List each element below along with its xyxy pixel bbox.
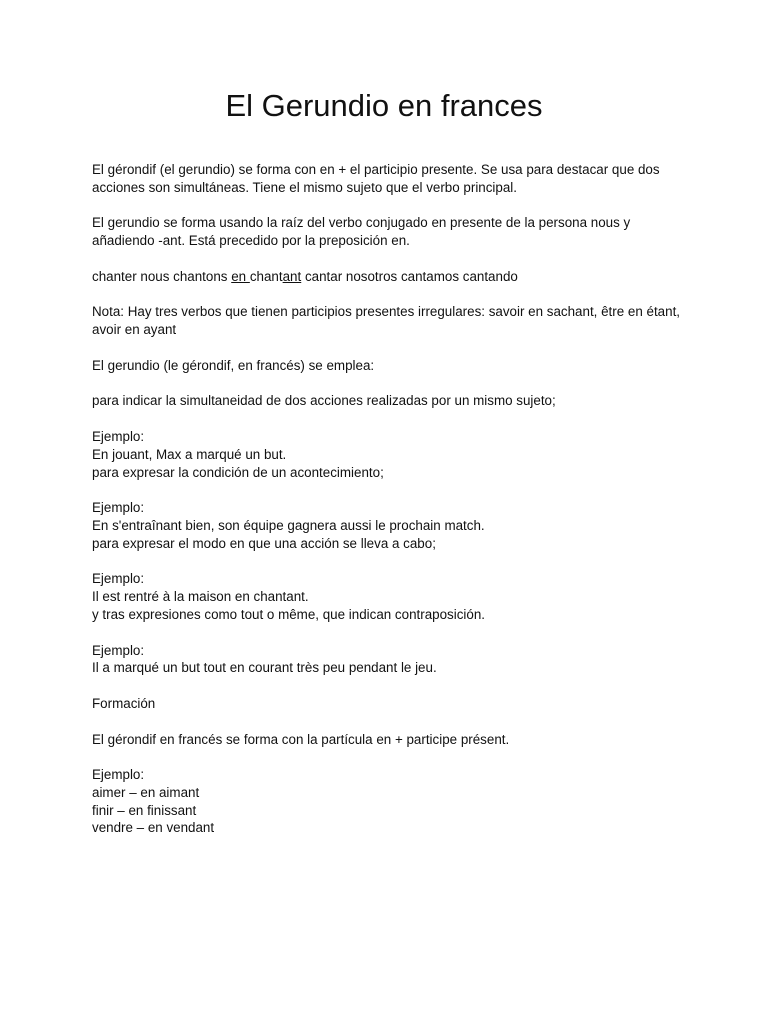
paragraph-irregular-note: Nota: Hay tres verbos que tienen participios presentes irregulares: savoir en sachant, être en étant, avoir en ayant [92, 304, 681, 338]
paragraph-intro: El gérondif (el gerundio) se forma con en + el participio presente. Se usa para destacar que dos acciones son simultáneas. Tiene el mismo sujeto que el verbo principal. [92, 162, 660, 195]
example-line: finir – en finissant [92, 802, 197, 818]
example-label: Ejemplo: [92, 767, 145, 783]
chanter-text-e: cantar nosotros cantamos cantando [301, 268, 518, 284]
chanter-text-a: chanter nous chantons [92, 268, 232, 284]
chanter-underlined-en: en [231, 268, 250, 284]
document-title: El Gerundio en frances [225, 88, 543, 123]
example-label: Ejemplo: [92, 500, 145, 516]
example-block-3 [92, 570, 682, 623]
paragraph-usage-intro: El gerundio (le gérondif, en francés) se emplea: [92, 357, 375, 373]
example-line: En s'entraînant bien, son équipe gagnera aussi le prochain match. [92, 517, 485, 533]
section-heading-formacion: Formación [92, 695, 156, 711]
chanter-text-c: chant [249, 268, 283, 284]
paragraph-chanter-example [92, 268, 682, 286]
example-line: Il a marqué un but tout en courant très peu pendant le jeu. [92, 660, 437, 676]
example-label: Ejemplo: [92, 428, 145, 444]
example-line: aimer – en aimant [92, 784, 200, 800]
example-line: y tras expresiones como tout o même, que indican contraposición. [92, 606, 485, 622]
example-label: Ejemplo: [92, 571, 145, 587]
example-block-4 [92, 642, 682, 678]
example-line: Il est rentré à la maison en chantant. [92, 589, 309, 605]
paragraph-simultaneity: para indicar la simultaneidad de dos acciones realizadas por un mismo sujeto; [92, 393, 556, 409]
example-line: para expresar la condición de un acontecimiento; [92, 464, 384, 480]
paragraph-gerondif-formation: El gérondif en francés se forma con la partícula en + participe présent. [92, 731, 510, 747]
example-block-2 [92, 499, 682, 552]
paragraph-formation-rule: El gerundio se forma usando la raíz del verbo conjugado en presente de la persona nous y añadiendo -ant. Está precedido por la preposición en. [92, 215, 631, 249]
example-block-1 [92, 428, 682, 481]
document-body [92, 161, 682, 855]
example-block-5 [92, 766, 682, 837]
chanter-underlined-ant: ant [282, 268, 302, 284]
example-line: para expresar el modo en que una acción se lleva a cabo; [92, 535, 436, 551]
example-line: En jouant, Max a marqué un but. [92, 446, 287, 462]
example-label: Ejemplo: [92, 642, 145, 658]
example-line: vendre – en vendant [92, 820, 215, 836]
